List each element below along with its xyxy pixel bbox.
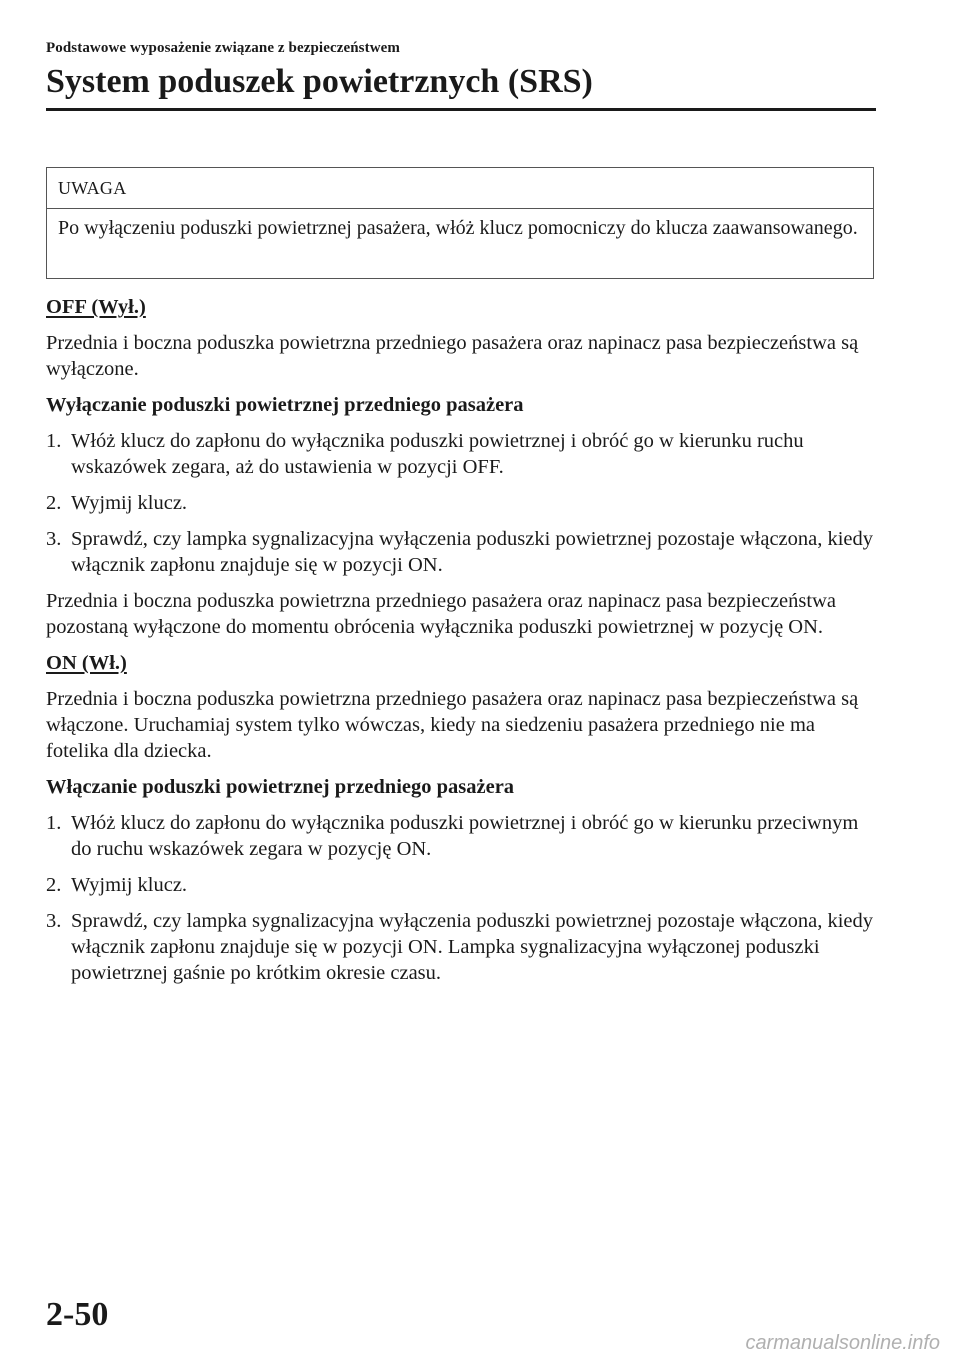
step-number: 1. xyxy=(46,430,62,452)
step-text: Sprawdź, czy lampka sygnalizacyjna wyłączenia poduszki powietrznej pozostaje włączona, kiedy włącznik zapłonu znajduje się w pozycji ON. xyxy=(71,528,874,576)
list-item xyxy=(46,428,876,480)
step-number: 3. xyxy=(46,910,62,932)
step-number: 2. xyxy=(46,874,62,896)
list-item xyxy=(46,872,876,898)
step-text: Włóż klucz do zapłonu do wyłącznika poduszki powietrznej i obróć go w kierunku przeciwnym do ruchu wskazówek zegara w pozycję ON. xyxy=(71,812,859,860)
page-number: 2-50 xyxy=(46,1296,109,1333)
section-label: Podstawowe wyposażenie związane z bezpieczeństwem xyxy=(46,40,400,56)
title-rule xyxy=(46,108,876,111)
step-number: 3. xyxy=(46,528,62,550)
on-heading: ON (Wł.) xyxy=(46,652,127,674)
step-text: Włóż klucz do zapłonu do wyłącznika poduszki powietrznej i obróć go w kierunku ruchu wskazówek zegara, aż do ustawienia w pozycji OFF. xyxy=(71,430,804,478)
note-label: UWAGA xyxy=(47,168,873,209)
watermark: carmanualsonline.info xyxy=(745,1332,940,1354)
page-title: System poduszek powietrznych (SRS) xyxy=(46,63,593,100)
on-steps-list xyxy=(46,810,876,986)
off-steps-list xyxy=(46,428,876,578)
on-intro: Przednia i boczna poduszka powietrzna przedniego pasażera oraz napinacz pasa bezpieczeństwa są włączone. Uruchamiaj system tylko wówczas, kiedy na siedzeniu pasażera przedniego nie ma fotelika dla dziecka. xyxy=(46,688,859,762)
off-heading: OFF (Wył.) xyxy=(46,296,146,318)
off-intro: Przednia i boczna poduszka powietrzna przedniego pasażera oraz napinacz pasa bezpieczeństwa są wyłączone. xyxy=(46,332,859,380)
on-procedure-title: Włączanie poduszki powietrznej przedniego pasażera xyxy=(46,776,515,798)
off-procedure-title: Wyłączanie poduszki powietrznej przedniego pasażera xyxy=(46,394,524,416)
list-item xyxy=(46,526,876,578)
main-content xyxy=(46,294,876,996)
step-text: Sprawdź, czy lampka sygnalizacyjna wyłączenia poduszki powietrznej pozostaje włączona, kiedy włącznik zapłonu znajduje się w pozycji ON. Lampka sygnalizacyjna wyłączonej poduszki powietrznej gaśnie po krótkim okresie czasu. xyxy=(71,910,874,984)
note-box xyxy=(46,167,874,279)
step-number: 1. xyxy=(46,812,62,834)
list-item xyxy=(46,490,876,516)
list-item xyxy=(46,810,876,862)
step-text: Wyjmij klucz. xyxy=(71,492,188,514)
step-number: 2. xyxy=(46,492,62,514)
list-item xyxy=(46,908,876,986)
step-text: Wyjmij klucz. xyxy=(71,874,188,896)
off-outro: Przednia i boczna poduszka powietrzna przedniego pasażera oraz napinacz pasa bezpieczeństwa pozostaną wyłączone do momentu obrócenia wyłącznika poduszki powietrznej w pozycję ON. xyxy=(46,590,836,638)
note-text: Po wyłączeniu poduszki powietrznej pasażera, włóż klucz pomocniczy do klucza zaawansowanego. xyxy=(58,217,858,239)
